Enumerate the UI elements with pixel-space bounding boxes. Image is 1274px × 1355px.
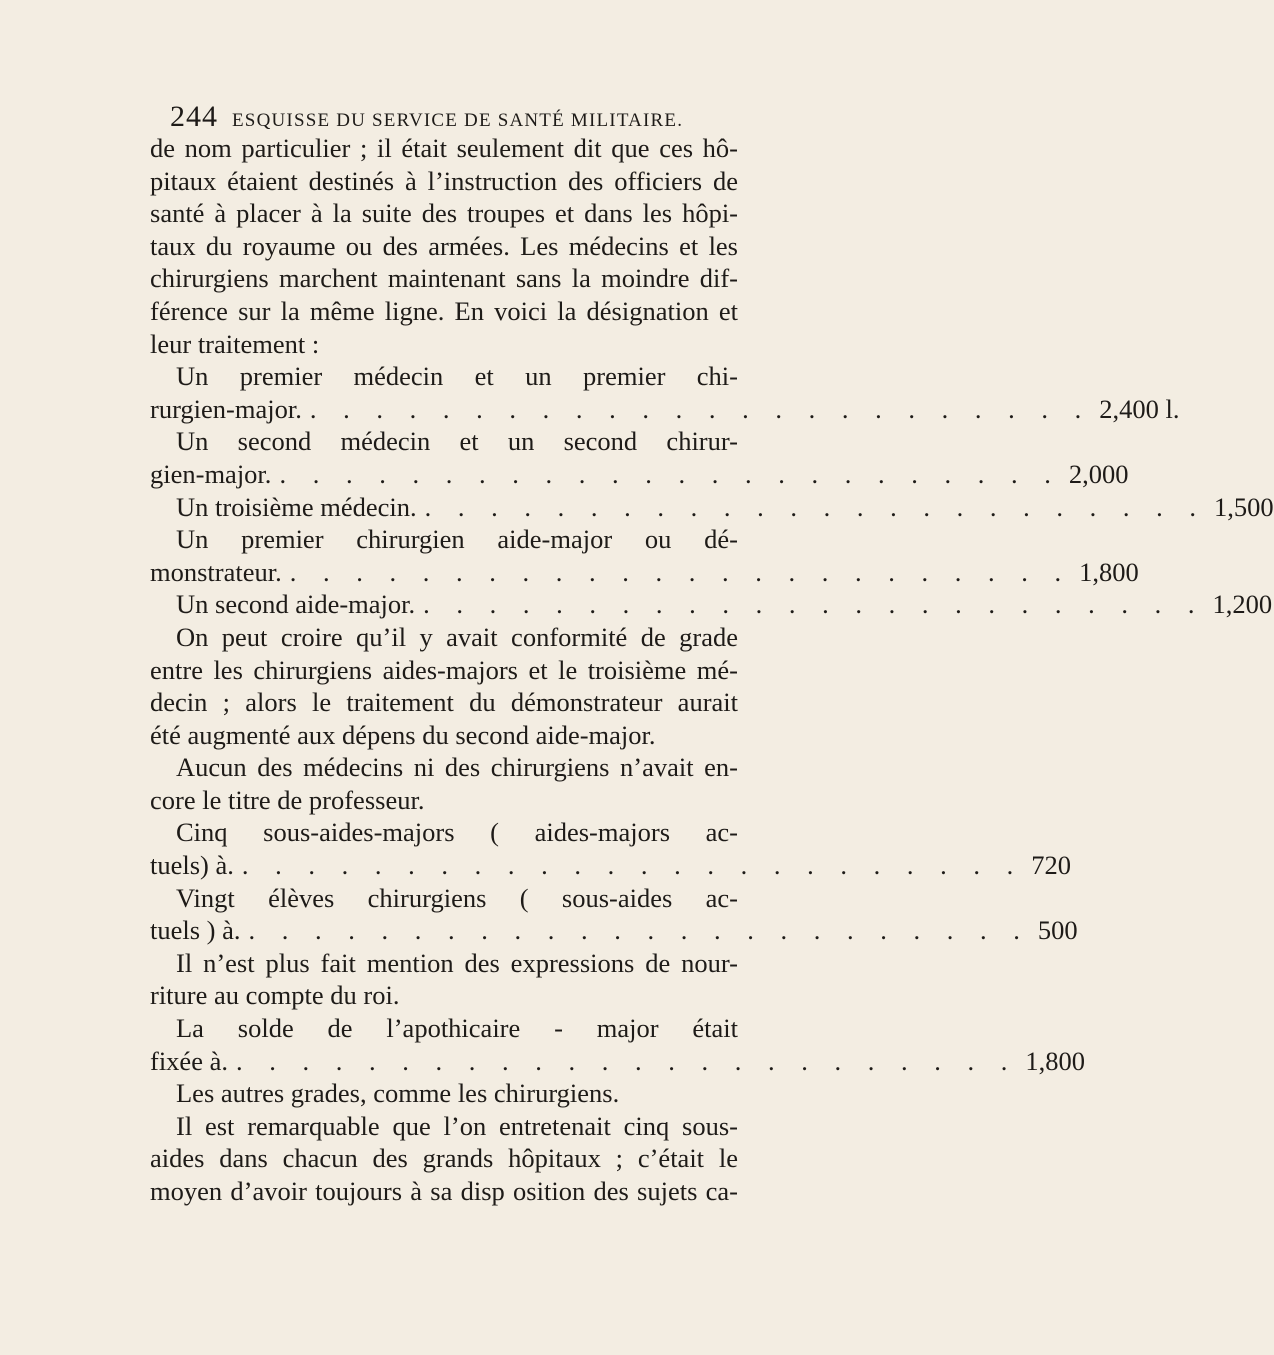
salary-row bbox=[150, 458, 1129, 491]
salary-label: monstrateur. bbox=[150, 556, 282, 587]
salary-value: 1,800 bbox=[1025, 1045, 1085, 1076]
salary-label: tuels) à. bbox=[150, 850, 234, 881]
text-line: santé à placer à la suite des troupes et dans les hôpi- bbox=[150, 198, 738, 229]
text-line: Un premier médecin et un premier chi- bbox=[176, 361, 738, 392]
text-line: On peut croire qu’il y avait conformité de grade bbox=[176, 621, 738, 652]
text-line: Il est remarquable que l’on entretenait cinq sous- bbox=[176, 1110, 738, 1141]
page-header bbox=[170, 100, 750, 134]
salary-value: 2,400 l. bbox=[1099, 393, 1180, 424]
text-line: Un second médecin et un second chirur- bbox=[176, 426, 738, 457]
text-line: aides dans chacun des grands hôpitaux ; c’était le bbox=[150, 1143, 738, 1174]
salary-value: 500 bbox=[1037, 915, 1078, 946]
dot-leader: . . . . . . . . . . . . . . . . . . . . . . . . bbox=[248, 915, 1030, 946]
running-head: ESQUISSE DU SERVICE DE SANTÉ MILITAIRE. bbox=[232, 110, 684, 131]
text-line: férence sur la même ligne. En voici la désignation et bbox=[150, 295, 738, 326]
salary-label: rurgien-major. bbox=[150, 393, 302, 424]
dot-leader: . . . . . . . . . . . . . . . . . . . . . . . . bbox=[289, 556, 1072, 587]
text-line: Aucun des médecins ni des chirurgiens n’avait en- bbox=[176, 752, 738, 783]
salary-row bbox=[150, 556, 1139, 589]
dot-leader: . . . . . . . . . . . . . . . . . . . . . . . . bbox=[309, 393, 1092, 424]
salary-label: tuels ) à. bbox=[150, 915, 241, 946]
salary-value: 720 bbox=[1031, 850, 1072, 881]
text-line: Vingt élèves chirurgiens ( sous-aides ac- bbox=[176, 882, 738, 913]
dot-leader: . . . . . . . . . . . . . . . . . . . . . . . . bbox=[279, 458, 1061, 489]
salary-row bbox=[150, 849, 1072, 882]
text-line: de nom particulier ; il était seulement dit que ces hô- bbox=[150, 133, 738, 163]
salary-label: fixée à. bbox=[150, 1045, 228, 1076]
salary-value: 1,500 bbox=[1214, 491, 1274, 522]
text-line: entre les chirurgiens aides-majors et le troisième mé- bbox=[150, 654, 738, 685]
dot-leader: . . . . . . . . . . . . . . . . . . . . . . . . bbox=[235, 1045, 1018, 1076]
text-line: chirurgiens marchent maintenant sans la moindre dif- bbox=[150, 263, 738, 294]
text-line: moyen d’avoir toujours à sa disp osition des sujets ca- bbox=[150, 1176, 738, 1206]
page-number: 244 bbox=[170, 100, 218, 133]
text-line: taux du royaume ou des armées. Les médecins et les bbox=[150, 230, 738, 261]
dot-leader: . . . . . . . . . . . . . . . . . . . . . . . . bbox=[423, 589, 1205, 620]
dot-leader: . . . . . . . . . . . . . . . . . . . . . . . . bbox=[424, 491, 1207, 522]
salary-row bbox=[150, 588, 1273, 621]
text-line: core le titre de professeur. bbox=[150, 784, 425, 815]
body-text bbox=[150, 132, 1274, 1208]
salary-row bbox=[150, 914, 1078, 947]
text-line: Cinq sous-aides-majors ( aides-majors ac- bbox=[176, 817, 738, 848]
salary-label: Un troisième médecin. bbox=[176, 491, 417, 522]
salary-value: 1,800 bbox=[1079, 556, 1139, 587]
salary-row bbox=[150, 491, 1274, 524]
salary-label: Un second aide-major. bbox=[176, 589, 416, 620]
salary-value: 2,000 bbox=[1068, 458, 1129, 489]
dot-leader: . . . . . . . . . . . . . . . . . . . . . . . . bbox=[241, 850, 1024, 881]
text-line: Un premier chirurgien aide-major ou dé- bbox=[176, 524, 738, 555]
salary-row bbox=[150, 393, 1180, 426]
salary-label: gien-major. bbox=[150, 458, 272, 489]
text-line: pitaux étaient destinés à l’instruction des officiers de bbox=[150, 165, 738, 196]
text-line: La solde de l’apothicaire - major était bbox=[176, 1013, 738, 1044]
salary-value: 1,200 bbox=[1212, 589, 1273, 620]
text-line: riture au compte du roi. bbox=[150, 980, 400, 1011]
text-line: été augmenté aux dépens du second aide-major. bbox=[150, 719, 656, 750]
text-line: decin ; alors le traitement du démonstrateur aurait bbox=[150, 687, 738, 718]
text-line: Il n’est plus fait mention des expressions de nour- bbox=[176, 947, 738, 978]
text-line: Les autres grades, comme les chirurgiens. bbox=[176, 1078, 620, 1109]
salary-row bbox=[150, 1045, 1085, 1078]
text-line: leur traitement : bbox=[150, 328, 320, 359]
